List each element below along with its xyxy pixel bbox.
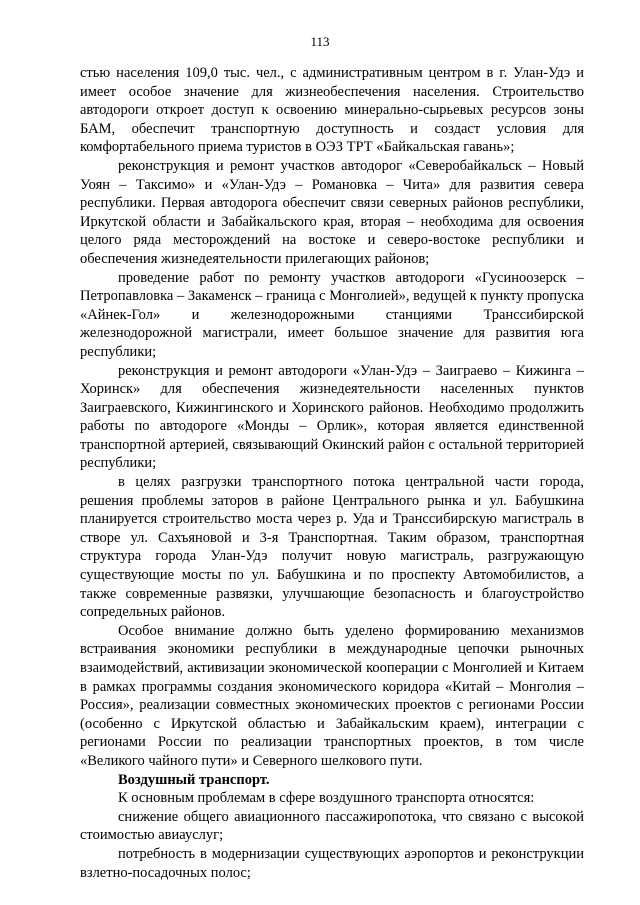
- paragraph-airport-modernization: потребность в модернизации существующих аэропортов и реконструкции взлетно-посадочных полос;: [80, 845, 584, 881]
- paragraph-gusinoozersk-road: проведение работ по ремонту участков автодороги «Гусиноозерск – Петропавловка – Закаменск – граница с Монголией», ведущей к пункту пропуска «Айнек-Гол» и железнодорожными станциями Транссибирской железнодорожной магистрали, имеет большое значение для развития юга республики;: [80, 269, 584, 360]
- paragraph-international-integration: Особое внимание должно быть уделено формированию механизмов встраивания экономики республики в международные цепочки рыночных взаимодействий, активизации экономической кооперации с Монголией и Китаем в рамках программы создания экономического коридора «Китай – Монголия – Россия», реализации совместных экономических проектов с регионами России (особенно с Иркутской областью и Забайкальским краем), интеграции с регионами России по реализации транспортных проектов, в том числе «Великого чайного пути» и Северного шелкового пути.: [80, 622, 584, 769]
- paragraph-passenger-decline: снижение общего авиационного пассажиропотока, что связано с высокой стоимостью авиауслуг;: [80, 808, 584, 844]
- page-number: 113: [310, 34, 330, 49]
- paragraph-continuation: стью населения 109,0 тыс. чел., с административным центром в г. Улан-Удэ и имеет особое значение для жизнеобеспечения населения. Строительство автодороги откроет доступ к освоению минерально-сырьевых ресурсов зоны БАМ, обеспечит транспортную доступность и создаст условия для комфортабельного приема туристов в ОЭЗ ТРТ «Байкальская гавань»;: [80, 65, 584, 156]
- section-heading-air-transport: Воздушный транспорт.: [118, 771, 270, 788]
- page-body: [80, 64, 584, 882]
- paragraph-north-roads: реконструкция и ремонт участков автодорог «Северобайкальск – Новый Уоян – Таксимо» и «Улан-Удэ – Романовка – Чита» для развития севера республики. Первая автодорога обеспечит связи северных районов республики, Иркутской области и Забайкальского края, вторая – необходима для освоения целого ряда месторождений на востоке и северо-востоке республики и обеспечения жизнедеятельности прилегающих районов;: [80, 157, 584, 267]
- paragraph-air-problems-intro: К основным проблемам в сфере воздушного транспорта относятся:: [118, 790, 535, 807]
- paragraph-uda-bridge: в целях разгрузки транспортного потока центральной части города, решения проблемы заторов в районе Центрального рынка и ул. Бабушкина планируется строительство моста через р. Уда и Транссибирскую магистраль в створе ул. Сахъяновой и 3-я Транспортная. Таким образом, транспортная структура города Улан-Удэ получит новую магистраль, разгружающую существующие мосты по ул. Бабушкина и по проспекту Автомобилистов, а также современные развязки, улучшающие безопасность и благоустройство сопредельных районов.: [80, 474, 584, 621]
- paragraph-zaigraevo-road: реконструкция и ремонт автодороги «Улан-Удэ – Заиграево – Кижинга – Хоринск» для обеспечения жизнедеятельности населенных пунктов Заиграевского, Кижингинского и Хоринского районов. Необходимо продолжить работы по автодороге «Монды – Орлик», которая является единственной транспортной артерией, связывающий Окинский район с остальной территорией республики;: [80, 362, 584, 472]
